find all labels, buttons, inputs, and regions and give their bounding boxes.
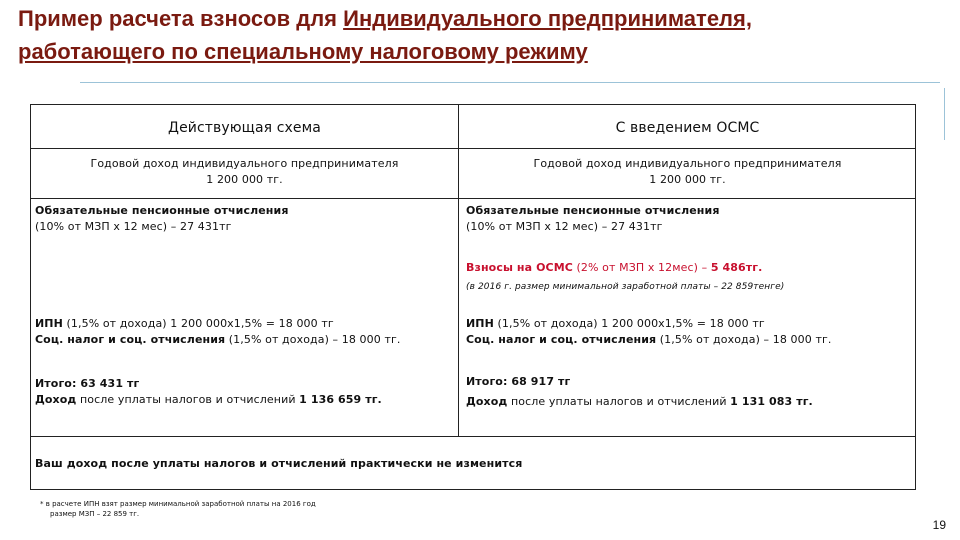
title-underlined-part-1: Индивидуального предпринимателя, <box>343 6 752 31</box>
side-divider <box>944 88 945 140</box>
conclusion-text: Ваш доход после уплаты налогов и отчислений практически не изменится <box>35 457 523 470</box>
row-divider-income <box>30 198 916 199</box>
right-totals: Итого: 68 917 тг Доход после уплаты налогов и отчислений 1 131 083 тг. <box>466 375 813 408</box>
left-taxes: ИПН (1,5% от дохода) 1 200 000х1,5% = 18 000 тг Соц. налог и соц. отчисления (1,5% от дохода) – 18 000 тг. <box>35 317 401 346</box>
left-header: Действующая схема <box>168 120 321 136</box>
left-totals: Итого: 63 431 тг Доход после уплаты налогов и отчислений 1 136 659 тг. <box>35 377 382 406</box>
slide-title: Пример расчета взносов для Индивидуального предпринимателя, работающего по специальному налоговому режиму <box>18 6 752 64</box>
right-income: Годовой доход индивидуального предпринимателя 1 200 000 тг. <box>533 157 842 186</box>
column-divider <box>458 104 459 436</box>
right-taxes: ИПН (1,5% от дохода) 1 200 000х1,5% = 18 000 тг Соц. налог и соц. отчисления (1,5% от дохода) – 18 000 тг. <box>466 317 832 346</box>
right-header: С введением ОСМС <box>615 120 760 136</box>
right-pension: Обязательные пенсионные отчисления (10% от МЗП х 12 мес) – 27 431тг <box>466 204 720 233</box>
row-divider-header <box>30 148 916 149</box>
left-pension: Обязательные пенсионные отчисления (10% от МЗП х 12 мес) – 27 431тг <box>35 204 289 233</box>
row-divider-totals <box>30 436 916 437</box>
title-divider <box>80 82 940 83</box>
title-underlined-part-2: работающего по специальному налоговому режиму <box>18 39 588 64</box>
footnote: * в расчете ИПН взят размер минимальной заработной платы на 2016 год размер МЗП – 22 859 тг. <box>40 500 316 518</box>
left-income: Годовой доход индивидуального предпринимателя 1 200 000 тг. <box>90 157 399 186</box>
right-osms: Взносы на ОСМС (2% от МЗП х 12мес) – 5 486тг. (в 2016 г. размер минимальной заработной платы – 22 859тенге) <box>466 261 785 292</box>
page-number: 19 <box>932 518 946 532</box>
